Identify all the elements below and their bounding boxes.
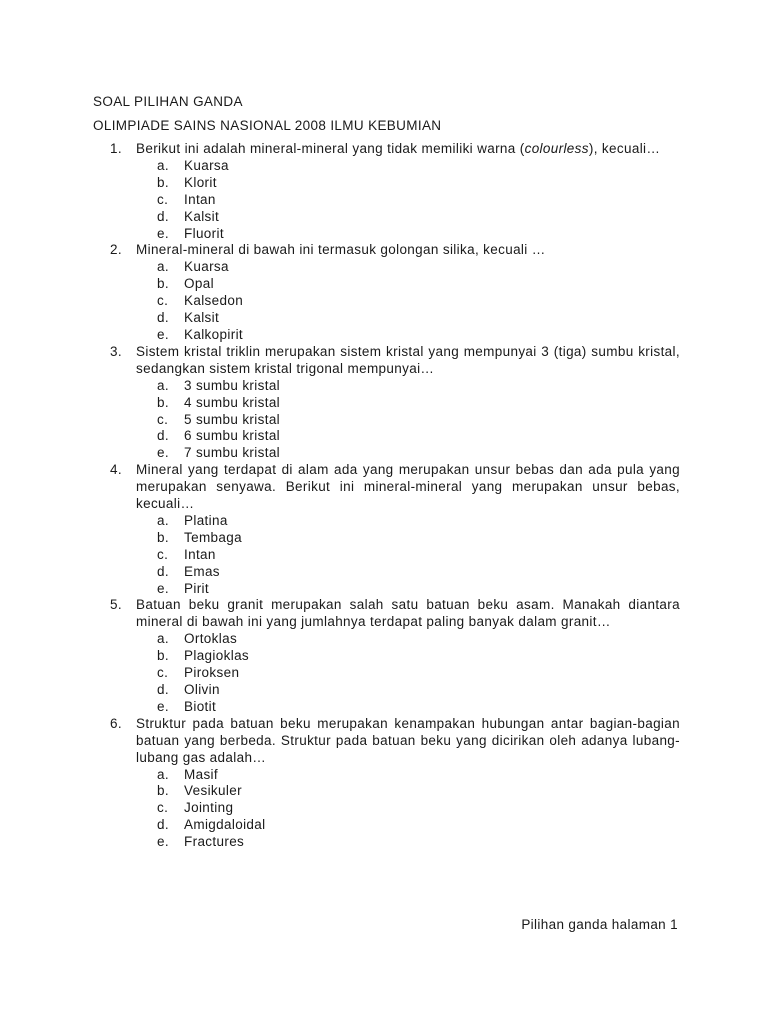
option-letter: a. bbox=[157, 631, 169, 647]
option-letter: d. bbox=[157, 208, 169, 224]
question-2 bbox=[110, 242, 680, 343]
option-list bbox=[136, 259, 680, 344]
question-number: 2. bbox=[110, 242, 122, 258]
option-letter: a. bbox=[157, 766, 169, 782]
question-number: 1. bbox=[110, 141, 122, 156]
option-letter: b. bbox=[157, 276, 169, 292]
question-text-part: Berikut ini adalah mineral-mineral yang tidak memiliki warna ( bbox=[136, 141, 525, 156]
question-text: Mineral-mineral di bawah ini termasuk golongan silika, kecuali … bbox=[136, 242, 546, 258]
option-letter: c. bbox=[157, 546, 169, 562]
option-e bbox=[136, 445, 680, 462]
option-list bbox=[136, 513, 680, 598]
option-letter: e. bbox=[157, 326, 169, 342]
option-letter: b. bbox=[157, 394, 169, 410]
option-e bbox=[136, 327, 680, 344]
question-text: Mineral yang terdapat di alam ada yang merupakan unsur bebas dan ada pula yang merupakan senyawa. Berikut ini mineral-mineral yang merupakan unsur bebas, kecuali… bbox=[136, 462, 680, 512]
question-4 bbox=[110, 462, 680, 597]
option-b bbox=[136, 276, 680, 293]
option-text: Olivin bbox=[184, 682, 220, 697]
option-b bbox=[136, 395, 680, 412]
question-number: 3. bbox=[110, 343, 122, 359]
option-b bbox=[136, 175, 680, 192]
option-letter: a. bbox=[157, 377, 169, 393]
option-letter: b. bbox=[157, 783, 169, 799]
option-e bbox=[136, 226, 680, 243]
option-c bbox=[136, 800, 680, 817]
option-letter: c. bbox=[157, 800, 169, 816]
question-text-part: ), kecuali… bbox=[588, 141, 661, 156]
option-text: Masif bbox=[184, 766, 219, 782]
option-b bbox=[136, 530, 680, 547]
option-d bbox=[136, 428, 680, 445]
document-title: SOAL PILIHAN GANDA bbox=[93, 94, 243, 109]
option-c bbox=[136, 192, 680, 209]
option-text: Pirit bbox=[184, 580, 209, 596]
option-text: 4 sumbu kristal bbox=[184, 394, 281, 410]
option-letter: e. bbox=[157, 580, 169, 596]
option-a bbox=[136, 158, 680, 175]
option-text: Kalsedon bbox=[184, 293, 244, 309]
option-letter: e. bbox=[157, 698, 169, 714]
option-letter: d. bbox=[157, 817, 169, 833]
option-list bbox=[136, 158, 680, 243]
option-text: Fluorit bbox=[184, 225, 224, 241]
option-text: Kuarsa bbox=[184, 157, 229, 173]
option-text: 6 sumbu kristal bbox=[184, 428, 281, 444]
option-c bbox=[136, 665, 680, 682]
option-d bbox=[136, 564, 680, 581]
option-letter: b. bbox=[157, 174, 169, 190]
option-letter: b. bbox=[157, 648, 169, 664]
option-text: Fractures bbox=[184, 834, 245, 850]
option-a bbox=[136, 259, 680, 276]
option-text: Kalkopirit bbox=[184, 326, 244, 342]
option-text: Biotit bbox=[184, 698, 217, 714]
option-text: Amigdaloidal bbox=[184, 817, 266, 833]
option-letter: c. bbox=[157, 293, 169, 309]
option-text: Vesikuler bbox=[184, 783, 242, 799]
option-text: Klorit bbox=[184, 174, 217, 190]
option-text: Intan bbox=[184, 191, 216, 207]
question-6 bbox=[110, 716, 680, 851]
option-text: Kuarsa bbox=[184, 259, 229, 275]
option-e bbox=[136, 834, 680, 851]
document-subtitle: OLIMPIADE SAINS NASIONAL 2008 ILMU KEBUMIAN bbox=[93, 118, 442, 133]
option-letter: c. bbox=[157, 411, 169, 427]
option-letter: c. bbox=[157, 665, 169, 681]
option-d bbox=[136, 817, 680, 834]
option-text: Ortoklas bbox=[184, 631, 238, 647]
option-text: Opal bbox=[184, 276, 214, 292]
option-text: Plagioklas bbox=[184, 648, 250, 664]
option-a bbox=[136, 378, 680, 395]
question-text-italic: colourless bbox=[524, 141, 589, 156]
option-a bbox=[136, 513, 680, 530]
option-letter: e. bbox=[157, 834, 169, 850]
option-e bbox=[136, 699, 680, 716]
option-letter: e. bbox=[157, 225, 169, 241]
question-1 bbox=[110, 141, 680, 242]
option-list bbox=[136, 378, 680, 463]
option-text: Kalsit bbox=[184, 208, 220, 224]
option-letter: d. bbox=[157, 682, 169, 697]
option-letter: c. bbox=[157, 191, 169, 207]
option-text: Platina bbox=[184, 512, 228, 528]
option-b bbox=[136, 648, 680, 665]
question-5 bbox=[110, 597, 680, 715]
question-list bbox=[110, 141, 680, 851]
option-letter: d. bbox=[157, 563, 169, 579]
option-text: Emas bbox=[184, 563, 220, 579]
question-text: Sistem kristal triklin merupakan sistem kristal yang mempunyai 3 (tiga) sumbu kristal, sedangkan sistem kristal trigonal mempunyai… bbox=[136, 343, 680, 376]
option-letter: d. bbox=[157, 310, 169, 326]
option-text: Intan bbox=[184, 546, 216, 562]
option-text: 5 sumbu kristal bbox=[184, 411, 281, 427]
option-letter: e. bbox=[157, 445, 169, 461]
option-letter: d. bbox=[157, 428, 169, 444]
option-a bbox=[136, 767, 680, 784]
question-3 bbox=[110, 344, 680, 462]
option-c bbox=[136, 293, 680, 310]
option-b bbox=[136, 783, 680, 800]
option-text: Kalsit bbox=[184, 310, 220, 326]
option-text: Piroksen bbox=[184, 665, 240, 681]
option-text: 7 sumbu kristal bbox=[184, 445, 281, 461]
option-text: Tembaga bbox=[184, 529, 242, 545]
question-text bbox=[136, 141, 680, 158]
question-text: Struktur pada batuan beku merupakan kenampakan hubungan antar bagian-bagian batuan yang berbeda. Struktur pada batuan beku yang dicirikan oleh adanya lubang-lubang gas adalah… bbox=[136, 715, 680, 765]
question-text: Batuan beku granit merupakan salah satu batuan beku asam. Manakah diantara mineral di bawah ini yang jumlahnya terdapat paling banyak dalam granit… bbox=[136, 597, 680, 630]
option-c bbox=[136, 547, 680, 564]
option-a bbox=[136, 631, 680, 648]
question-number: 6. bbox=[110, 715, 122, 731]
option-d bbox=[136, 310, 680, 327]
option-e bbox=[136, 581, 680, 598]
option-list bbox=[136, 631, 680, 716]
option-d bbox=[136, 209, 680, 226]
option-d bbox=[136, 682, 680, 699]
option-list bbox=[136, 767, 680, 852]
question-number: 5. bbox=[110, 597, 122, 613]
page-footer: Pilihan ganda halaman 1 bbox=[521, 917, 678, 932]
option-c bbox=[136, 412, 680, 429]
option-letter: a. bbox=[157, 512, 169, 528]
option-letter: b. bbox=[157, 529, 169, 545]
option-letter: a. bbox=[157, 157, 169, 173]
question-number: 4. bbox=[110, 462, 122, 478]
option-letter: a. bbox=[157, 259, 169, 275]
option-text: Jointing bbox=[184, 800, 234, 816]
option-text: 3 sumbu kristal bbox=[184, 377, 281, 393]
